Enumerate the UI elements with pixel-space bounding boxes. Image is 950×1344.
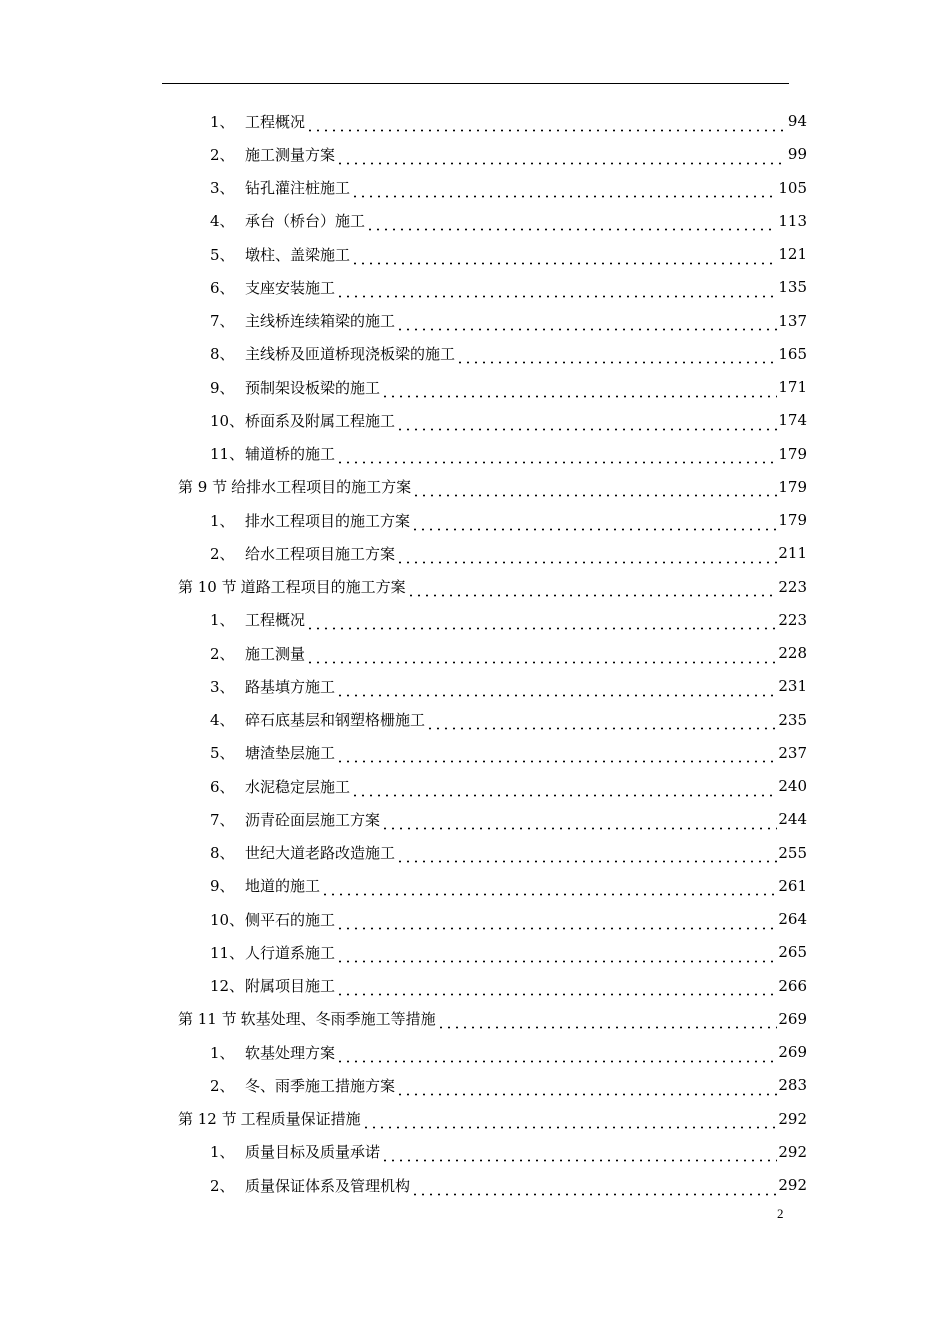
dot-leader [362, 1114, 778, 1129]
toc-entry-number: 10、 [210, 411, 245, 430]
toc-entry[interactable] [210, 1037, 807, 1067]
toc-entry-page: 292 [778, 1142, 807, 1161]
toc-entry-title: 冬、雨季施工措施方案 [245, 1076, 396, 1095]
dot-leader [426, 715, 777, 730]
toc-entry[interactable] [210, 239, 807, 269]
toc-entry-number: 8、 [210, 345, 235, 364]
toc-entry-page: 240 [778, 777, 807, 795]
toc-entry-number: 6、 [210, 777, 235, 796]
dot-leader [336, 283, 777, 298]
dot-leader [336, 1048, 777, 1063]
dot-leader [336, 150, 787, 165]
toc-entry[interactable] [210, 372, 807, 402]
toc-entry-number: 9、 [210, 877, 235, 896]
toc-entry-number: 6、 [210, 278, 235, 297]
toc-entry-number: 5、 [210, 744, 235, 763]
toc-entry-page: 165 [778, 344, 807, 363]
dot-leader [351, 782, 777, 797]
toc-entry-page: 137 [778, 311, 807, 330]
dot-leader [396, 1081, 777, 1096]
toc-entry[interactable] [210, 804, 807, 834]
toc-entry-title: 工程概况 [245, 611, 306, 630]
toc-entry[interactable] [210, 538, 807, 568]
dot-leader [411, 1181, 777, 1196]
dot-leader [321, 881, 777, 896]
toc-entry-number: 1、 [210, 1043, 235, 1062]
dot-leader [396, 316, 777, 331]
dot-leader [381, 815, 777, 830]
toc-entry-page: 179 [778, 477, 807, 496]
toc-entry[interactable] [210, 838, 807, 868]
toc-entry-title: 软基处理方案 [245, 1043, 336, 1062]
toc-entry-number: 2、 [210, 644, 235, 663]
toc-entry[interactable] [210, 638, 807, 668]
toc-entry-number: 11、 [210, 943, 245, 962]
dot-leader [456, 349, 777, 364]
toc-entry-number: 第 12 节 [178, 1110, 237, 1128]
toc-entry-number: 1、 [210, 511, 235, 530]
dot-leader [306, 649, 777, 664]
toc-entry-title: 给水工程项目施工方案 [245, 544, 396, 563]
toc-entry-title: 给排水工程项目的施工方案 [231, 478, 412, 497]
toc-entry-number: 第 9 节 [178, 478, 228, 497]
toc-entry-title: 钻孔灌注桩施工 [245, 179, 351, 197]
toc-entry[interactable] [210, 306, 807, 336]
toc-entry-number: 1、 [210, 1143, 235, 1162]
toc-entry[interactable] [210, 671, 807, 701]
dot-leader [336, 981, 777, 996]
toc-entry-title: 侧平石的施工 [245, 910, 336, 929]
toc-entry[interactable] [210, 439, 807, 469]
toc-entry[interactable] [210, 971, 807, 1001]
toc-entry-page: 269 [778, 1043, 807, 1061]
toc-entry-number: 7、 [210, 810, 235, 829]
dot-leader [351, 250, 777, 265]
toc-entry[interactable] [210, 339, 807, 369]
toc-entry-number: 10、 [210, 910, 245, 929]
dot-leader [336, 948, 777, 963]
toc-entry-page: 235 [778, 710, 807, 729]
toc-entry-title: 排水工程项目的施工方案 [245, 511, 411, 530]
dot-leader [336, 915, 777, 930]
toc-entry-page: 105 [778, 178, 807, 197]
dot-leader [396, 416, 777, 431]
toc-entry[interactable] [210, 904, 807, 934]
toc-entry-title: 承台（桥台）施工 [245, 212, 366, 231]
dot-leader [407, 582, 778, 597]
toc-entry-title: 施工测量方案 [245, 145, 336, 164]
toc-entry[interactable] [210, 1170, 807, 1200]
dot-leader [381, 383, 777, 398]
dot-leader [336, 682, 777, 697]
toc-entry[interactable] [210, 405, 807, 435]
toc-entry[interactable] [210, 139, 807, 169]
toc-entry-number: 4、 [210, 212, 235, 231]
toc-entry-number: 3、 [210, 677, 235, 696]
toc-entry-number: 2、 [210, 1176, 235, 1195]
toc-entry-number: 2、 [210, 544, 235, 563]
toc-entry[interactable] [210, 937, 807, 967]
dot-leader [412, 482, 777, 497]
dot-leader [381, 1147, 777, 1162]
header-rule [162, 83, 789, 84]
toc-entry-number: 12、 [210, 977, 245, 995]
toc-section-entry[interactable] [178, 572, 807, 602]
toc-entry-title: 地道的施工 [245, 877, 321, 896]
toc-entry-number: 1、 [210, 112, 235, 131]
toc-entry-page: 283 [778, 1076, 807, 1095]
toc-entry-page: 269 [778, 1009, 807, 1028]
page-number: 2 [777, 1206, 784, 1221]
toc-entry-title: 人行道系施工 [245, 943, 336, 962]
toc-entry-number: 2、 [210, 1076, 235, 1095]
toc-entry-page: 211 [778, 544, 807, 563]
toc-entry-title: 碎石底基层和钢塑格栅施工 [245, 711, 426, 729]
toc-entry-page: 265 [778, 943, 807, 962]
toc-entry[interactable] [210, 505, 807, 535]
toc-entry[interactable] [210, 871, 807, 901]
toc-entry-title: 塘渣垫层施工 [245, 744, 336, 763]
toc-entry-number: 11、 [210, 445, 245, 463]
toc-entry[interactable] [210, 1070, 807, 1100]
toc-entry-title: 支座安装施工 [245, 278, 336, 297]
toc-entry-page: 113 [778, 211, 807, 230]
dot-leader [437, 1014, 778, 1029]
toc-entry-title: 道路工程项目的施工方案 [240, 578, 406, 596]
toc-entry-title: 路基填方施工 [245, 677, 336, 696]
toc-entry-number: 8、 [210, 844, 235, 862]
toc-entry-page: 99 [787, 145, 807, 164]
dot-leader [411, 516, 777, 531]
toc-entry-page: 171 [778, 378, 807, 396]
toc-entry[interactable] [210, 106, 807, 136]
toc-entry-number: 2、 [210, 145, 235, 164]
toc-entry-page: 244 [778, 810, 807, 829]
toc-entry-title: 沥青砼面层施工方案 [245, 810, 381, 829]
toc-entry-title: 墩柱、盖梁施工 [245, 245, 351, 264]
toc-entry-page: 121 [778, 245, 807, 263]
toc-entry-number: 3、 [210, 179, 235, 197]
toc-entry-number: 4、 [210, 711, 235, 729]
toc-entry-title: 预制架设板梁的施工 [245, 378, 381, 397]
toc-entry-title: 软基处理、冬雨季施工等措施 [240, 1010, 436, 1029]
dot-leader [306, 117, 787, 132]
dot-leader [306, 615, 777, 630]
dot-leader [336, 449, 777, 464]
toc-entry-number: 9、 [210, 378, 235, 397]
toc-section-entry[interactable] [178, 1104, 807, 1134]
toc-entry-number: 第 10 节 [178, 578, 237, 596]
toc-entry-number: 5、 [210, 245, 235, 264]
toc-entry[interactable] [210, 272, 807, 302]
toc-section-entry[interactable] [178, 1004, 807, 1034]
toc-section-entry[interactable] [178, 472, 807, 502]
dot-leader [396, 549, 777, 564]
toc-entry-number: 7、 [210, 312, 235, 330]
toc-entry-page: 292 [778, 1109, 807, 1128]
toc-entry-page: 255 [778, 843, 807, 862]
toc-entry[interactable] [210, 206, 807, 236]
toc-entry-title: 主线桥及匝道桥现浇板梁的施工 [245, 345, 456, 364]
toc-entry-title: 工程质量保证措施 [240, 1110, 361, 1128]
toc-entry-title: 附属项目施工 [245, 977, 336, 995]
toc-entry-page: 94 [787, 112, 807, 130]
toc-entry-page: 261 [778, 876, 807, 895]
dot-leader [336, 748, 777, 763]
toc-entry-page: 179 [778, 444, 807, 463]
toc-entry-page: 179 [778, 511, 807, 529]
toc-entry-title: 质量保证体系及管理机构 [245, 1176, 411, 1195]
toc-entry[interactable] [210, 173, 807, 203]
toc-entry-title: 世纪大道老路改造施工 [245, 844, 396, 862]
toc-entry-number: 第 11 节 [178, 1010, 237, 1029]
toc-entry-page: 135 [778, 278, 807, 297]
toc-entry-page: 292 [778, 1176, 807, 1194]
toc-entry-page: 266 [778, 976, 807, 995]
toc-entry-number: 1、 [210, 611, 235, 630]
toc-entry[interactable] [210, 705, 807, 735]
toc-entry-title: 施工测量 [245, 644, 306, 663]
toc-entry-page: 231 [778, 677, 807, 696]
toc-entry-title: 桥面系及附属工程施工 [245, 411, 396, 430]
toc-entry-title: 辅道桥的施工 [245, 445, 336, 463]
dot-leader [351, 183, 777, 198]
dot-leader [396, 848, 777, 863]
toc-entry-title: 主线桥连续箱梁的施工 [245, 312, 396, 330]
toc-entry-page: 237 [778, 743, 807, 762]
toc-entry-title: 水泥稳定层施工 [245, 777, 351, 796]
toc-entry[interactable] [210, 605, 807, 635]
toc-entry-title: 工程概况 [245, 112, 306, 131]
toc-entry-page: 223 [778, 610, 807, 629]
toc-entry-page: 228 [778, 644, 807, 662]
toc-entry[interactable] [210, 1137, 807, 1167]
toc-entry-title: 质量目标及质量承诺 [245, 1143, 381, 1162]
toc-entry-page: 264 [778, 910, 807, 928]
toc-entry-page: 223 [778, 577, 807, 596]
toc-entry[interactable] [210, 771, 807, 801]
toc-entry[interactable] [210, 738, 807, 768]
toc-entry-page: 174 [778, 411, 807, 430]
dot-leader [366, 216, 777, 231]
